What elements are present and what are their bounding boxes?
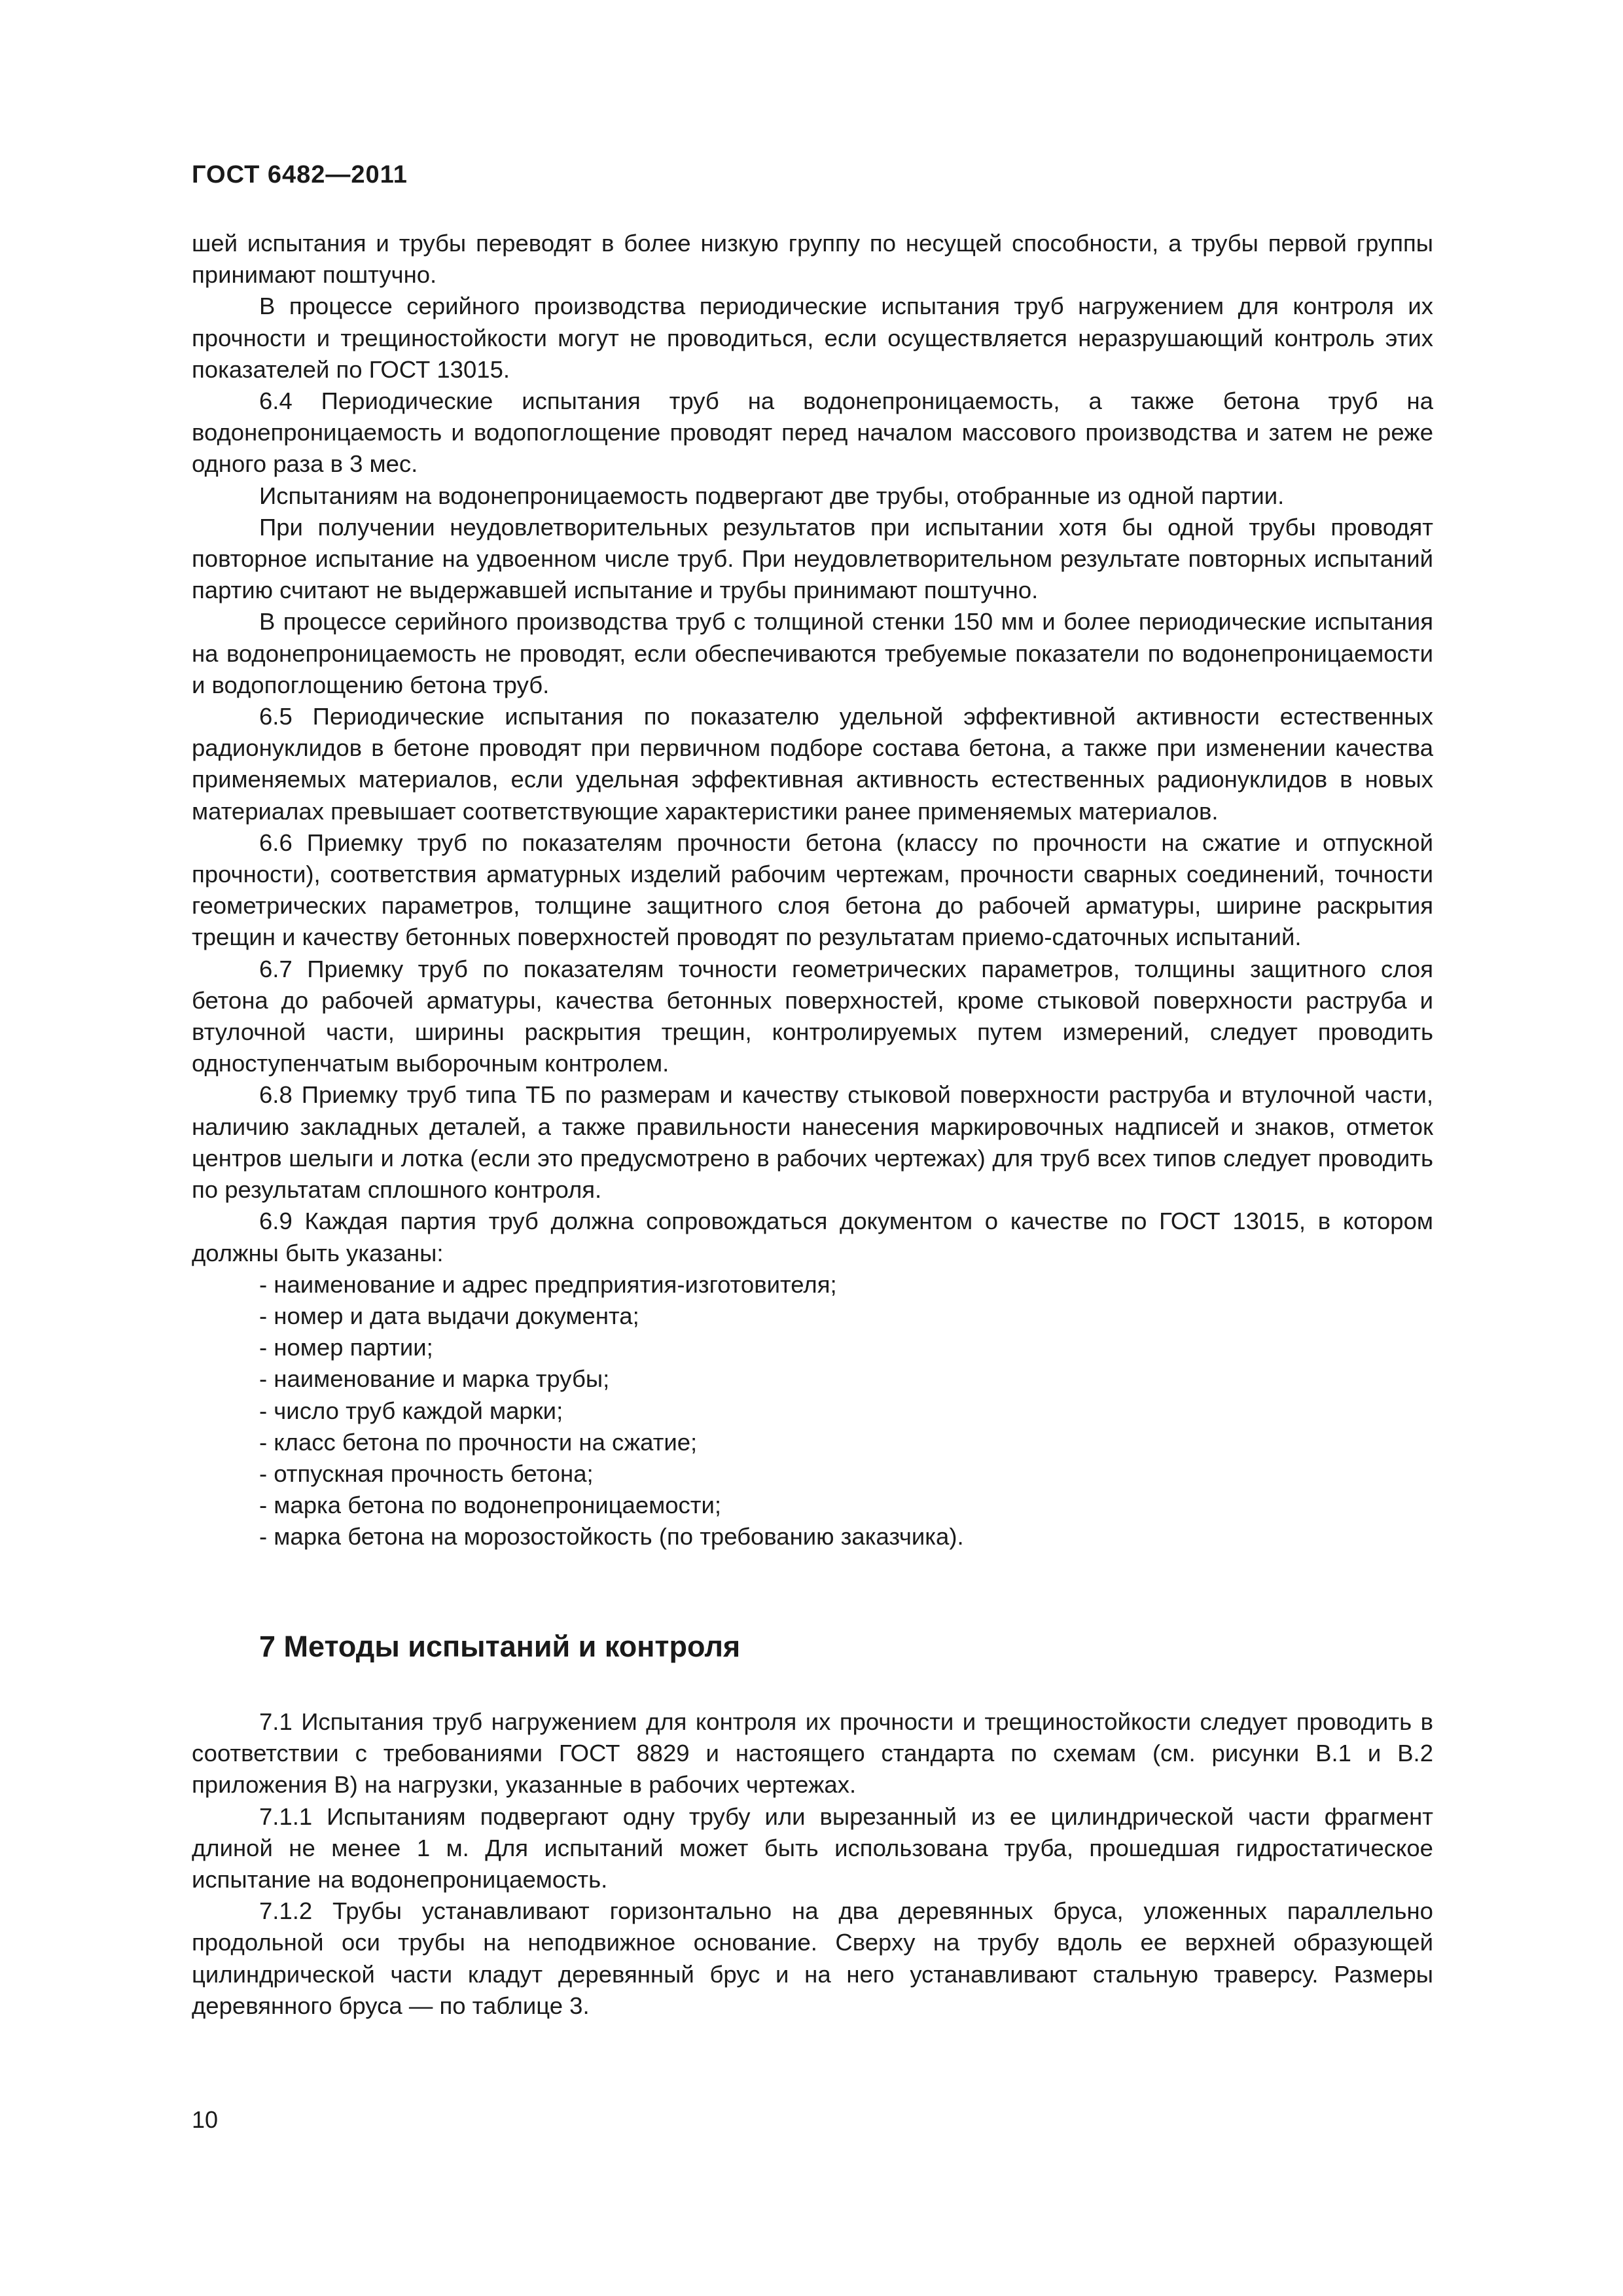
paragraph: шей испытания и трубы переводят в более низкую группу по несущей способности, а трубы первой группы принимают поштучно. [192,230,1433,289]
paragraph: 6.7 Приемку труб по показателям точности геометрических параметров, толщины защитного слоя бетона до рабочей арматуры, качества бетонных поверхностей, кроме стыковой поверхности раструба и втулочной части, ширины раскрытия трещин, контролируемых путем измерений, следует проводить одноступенчатым выборочным контролем. [192,955,1433,1077]
paragraph: 6.4 Периодические испытания труб на водонепроницаемость, а также бетона труб на водонепроницаемость и водопоглощение проводят перед началом массового производства и затем не реже одного раза в 3 мес. [192,387,1433,478]
paragraph: 6.5 Периодические испытания по показателю удельной эффективной активности естественных радионуклидов в бетоне проводят при первичном подборе состава бетона, а также при изменении качества применяемых материалов, если удельная эффективная активность естественных радионуклидов в новых материалах превышает соответствующие характеристики ранее применяемых материалов. [192,703,1433,825]
list-item: - номер партии; [259,1334,433,1361]
paragraph: 7.1.1 Испытаниям подвергают одну трубу или вырезанный из ее цилиндрической части фрагмент длиной не менее 1 м. Для испытаний может быть использована труба, прошедшая гидростатическое испытание на водонепроницаемость. [192,1803,1433,1893]
paragraph: 6.6 Приемку труб по показателям прочности бетона (классу по прочности на сжатие и отпускной прочности), соответствия арматурных изделий рабочим чертежам, прочности сварных соединений, точности геометрических параметров, толщине защитного слоя бетона до рабочей арматуры, ширине раскрытия трещин и качеству бетонных поверхностей проводят по результатам приемо-сдаточных испытаний. [192,829,1433,951]
list-item: - номер и дата выдачи документа; [259,1302,639,1329]
paragraph: В процессе серийного производства труб с толщиной стенки 150 мм и более периодические испытания на водонепроницаемость не проводят, если обеспечиваются требуемые показатели по водонепроницаемости и водопоглощению бетона труб. [192,608,1433,698]
list-item: - наименование и марка трубы; [259,1365,610,1393]
list-item: - число труб каждой марки; [259,1397,563,1424]
paragraph: 7.1 Испытания труб нагружением для контроля их прочности и трещиностойкости следует проводить в соответствии с требованиями ГОСТ 8829 и настоящего стандарта по схемам (см. рисунки В.1 и В.2 приложения В) на нагрузки, указанные в рабочих чертежах. [192,1708,1433,1799]
paragraph: 6.9 Каждая партия труб должна сопровождаться документом о качестве по ГОСТ 13015, в котором должны быть указаны: [192,1208,1433,1266]
list-item: - марка бетона на морозостойкость (по требованию заказчика). [259,1523,964,1551]
section-body-text [192,1706,1433,2022]
paragraph: При получении неудовлетворительных результатов при испытании хотя бы одной трубы проводят повторное испытание на удвоенном числе труб. При неудовлетворительном результате повторных испытаний партию считают не выдержавшей испытание и трубы принимают поштучно. [192,513,1433,604]
list-item: - отпускная прочность бетона; [259,1460,594,1487]
section-heading: 7 Методы испытаний и контроля [259,1630,741,1663]
list-item: - марка бетона по водонепроницаемости; [259,1492,722,1519]
paragraph: 6.8 Приемку труб типа ТБ по размерам и качеству стыковой поверхности раструба и втулочной части, наличию закладных деталей, а также правильности нанесения маркировочных надписей и знаков, отметок центров шелыги и лотка (если это предусмотрено в рабочих чертежах) для труб всех типов следует проводить по результатам сплошного контроля. [192,1081,1433,1204]
body-text [192,228,1433,1553]
paragraph: 7.1.2 Трубы устанавливают горизонтально на два деревянных бруса, уложенных параллельно продольной оси трубы на неподвижное основание. Сверху на трубу вдоль ее верхней образующей цилиндрической части кладут деревянный брус и на него устанавливают стальную траверсу. Размеры деревянного бруса — по таблице 3. [192,1897,1433,2019]
paragraph: Испытаниям на водонепроницаемость подвергают две трубы, отобранные из одной партии. [259,482,1285,509]
document-header-code: ГОСТ 6482—2011 [192,161,408,188]
paragraph: В процессе серийного производства периодические испытания труб нагружением для контроля их прочности и трещиностойкости могут не проводиться, если осуществляется неразрушающий контроль этих показателей по ГОСТ 13015. [192,293,1433,383]
list-item: - класс бетона по прочности на сжатие; [259,1428,698,1456]
list-item: - наименование и адрес предприятия-изготовителя; [259,1270,837,1298]
page-number: 10 [192,2106,219,2133]
document-requirements-list [192,1269,1433,1553]
